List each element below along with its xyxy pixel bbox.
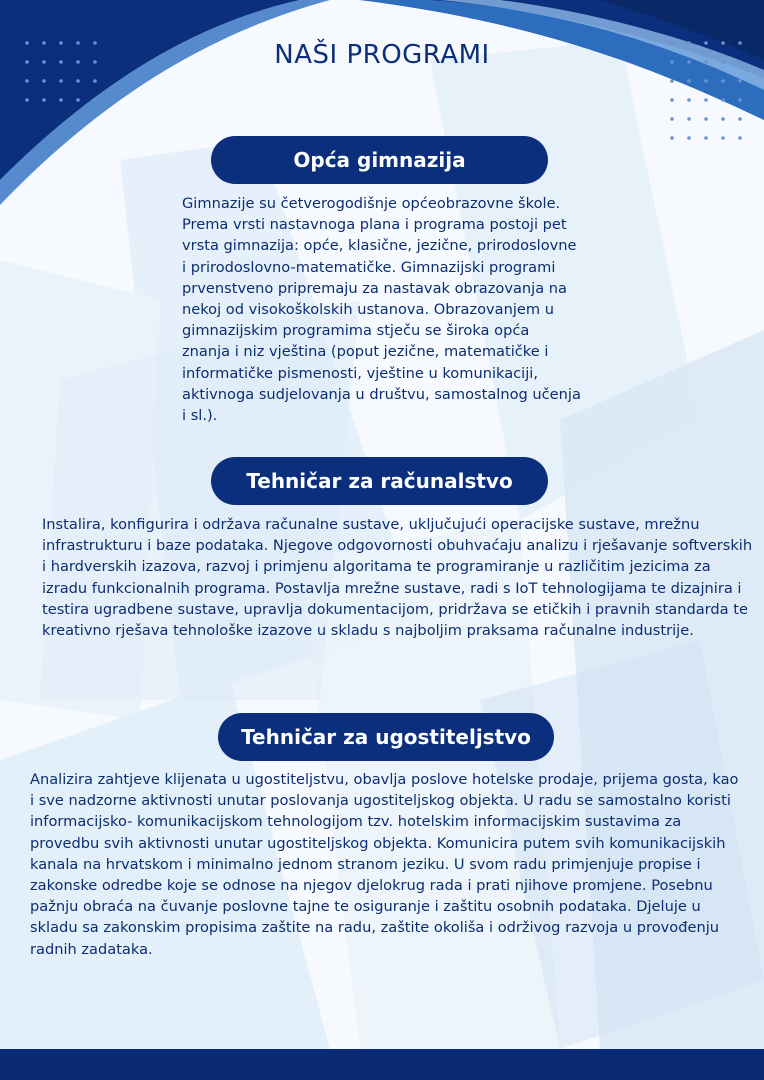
program-description-gimnazija: Gimnazije su četverogodišnje općeobrazovne škole. Prema vrsti nastavnoga plana i programa postoji pet vrsta gimnazija: opće, klasične, jezične, prirodoslovne i prirodoslovno-matematičke. Gimnazijski programi prvenstveno pripremaju za nastavak obrazovanja na nekoj od visokoškolskih ustanova. Obrazovanjem u gimnazijskim programima stječu se široka opća znanja i niz vještina (poput jezične, matematičke i informatičke pismenosti, vještine u komunikaciji, aktivnoga sudjelovanja u društvu, samostalnog učenja i sl.). [182, 195, 581, 425]
program-description-racunalstvo: Instalira, konfigurira i održava računalne sustave, uključujući operacijske sustave, mrežnu infrastrukturu i baze podataka. Njegove odgovornosti obuhvaćaju analizu i rješavanje softverskih i hardverskih izazova, razvoj i primjenu algoritama te programiranje u različitim jezicima za izradu funkcionalnih programa. Postavlja mrežne sustave, radi s IoT tehnologijama te dizajnira i testira ugradbene sustave, upravlja dokumentacijom, pridržava se etičkih i pravnih standarda te kreativno rješava tehnološke izazove u skladu s najboljim praksama računalne industrije. [42, 516, 753, 640]
program-title-ugostiteljstvo: Tehničar za ugostiteljstvo [218, 713, 554, 761]
footer-bar [0, 1049, 764, 1080]
program-description-ugostiteljstvo: Analizira zahtjeve klijenata u ugostiteljstvu, obavlja poslove hotelske prodaje, prijema gosta, kao i sve nadzorne aktivnosti unutar poslovanja ugostiteljskog objekta. U radu se samostalno koristi informacijsko- komunikacijskom tehnologijom tzv. hotelskim informacijskim sustavima za provedbu svih aktivnosti unutar ugostiteljskog objekta. Komunicira putem svih komunikacijskih kanala na hrvatskom i minimalno jednom stranom jeziku. U svom radu primjenjuje propise i zakonske odredbe koje se odnose na njegov djelokrug rada i prati njihove promjene. Posebnu pažnju obraća na čuvanje poslovne tajne te osiguranje i zaštitu osobnih podataka. Djeluje u skladu sa zakonskim propisima zaštite na radu, zaštite okoliša i održivog razvoja u provođenju radnih zadataka. [30, 771, 739, 958]
program-title-racunalstvo: Tehničar za računalstvo [211, 457, 548, 505]
page-title: NAŠI PROGRAMI [274, 40, 490, 70]
program-title-gimnazija: Opća gimnazija [211, 136, 548, 184]
